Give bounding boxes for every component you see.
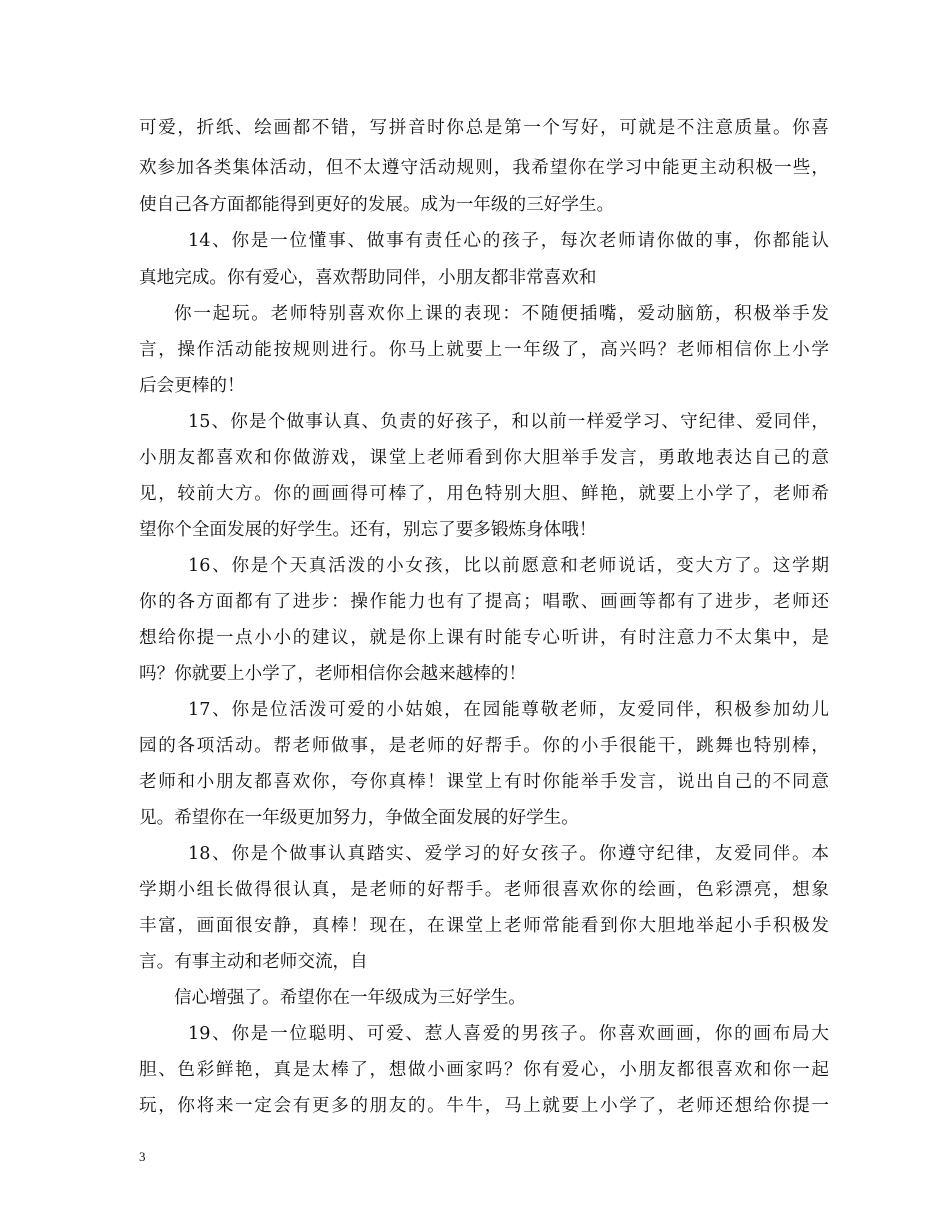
paragraph-start-line: 16、你是个天真活泼的小女孩，比以前愿意和老师说话，变大方了。这学期: [188, 556, 829, 576]
text-line: 见。希望你在一年级更加努力，争做全面发展的好学生。: [139, 808, 579, 828]
paragraph-start-line: 17、你是位活泼可爱的小姑娘，在园能尊敬老师，友爱同伴，积极参加幼儿: [188, 700, 829, 720]
page-number: 3: [139, 1149, 146, 1164]
text-line: 小朋友都喜欢和你做游戏，课堂上老师看到你大胆举手发言，勇敢地表达自己的意: [139, 448, 829, 468]
text-line: 学期小组长做得很认真，是老师的好帮手。老师很喜欢你的绘画，色彩漂亮，想象: [139, 880, 829, 900]
text-line: 想给你提一点小小的建议，就是你上课有时能专心听讲，有时注意力不太集中，是: [139, 628, 829, 648]
text-line: 言。有事主动和老师交流，自: [139, 952, 368, 972]
text-line: 使自己各方面都能得到更好的发展。成为一年级的三好学生。: [139, 195, 615, 215]
text-line: 望你个全面发展的好学生。还有，别忘了要多锻炼身体哦！: [139, 520, 597, 540]
paragraph-start-line: 19、你是一位聪明、可爱、惹人喜爱的男孩子。你喜欢画画，你的画布局大: [188, 1024, 829, 1044]
text-line: 园的各项活动。帮老师做事，是老师的好帮手。你的小手很能干，跳舞也特别棒，: [139, 736, 829, 756]
paragraph-start-line: 14、你是一位懂事、做事有责任心的孩子，每次老师请你做的事，你都能认: [188, 231, 829, 251]
text-line: 信心增强了。希望你在一年级成为三好学生。: [174, 988, 526, 1008]
text-line: 可爱，折纸、绘画都不错，写拼音时你总是第一个写好，可就是不注意质量。你喜: [139, 118, 829, 138]
text-line: 吗？你就要上小学了，老师相信你会越来越棒的！: [139, 664, 527, 684]
paragraph-start-line: 18、你是个做事认真踏实、爱学习的好女孩子。你遵守纪律，友爱同伴。本: [188, 844, 829, 864]
paragraph-start-line: 15、你是个做事认真、负责的好孩子，和以前一样爱学习、守纪律、爱同伴，: [188, 412, 829, 432]
text-line: 欢参加各类集体活动，但不太遵守活动规则，我希望你在学习中能更主动积极一些，: [139, 158, 829, 178]
text-line: 玩，你将来一定会有更多的朋友的。牛牛，马上就要上小学了，老师还想给你提一: [139, 1096, 829, 1116]
text-line: 你一起玩。老师特别喜欢你上课的表现：不随便插嘴，爱动脑筋，积极举手发: [174, 304, 829, 324]
text-line: 胆、色彩鲜艳，真是太棒了，想做小画家吗？你有爱心，小朋友都很喜欢和你一起: [139, 1060, 829, 1080]
text-line: 丰富，画面很安静，真棒！现在，在课堂上老师常能看到你大胆地举起小手积极发: [139, 916, 829, 936]
text-line: 见，较前大方。你的画画得可棒了，用色特别大胆、鲜艳，就要上小学了，老师希: [139, 484, 829, 504]
text-line: 言，操作活动能按规则进行。你马上就要上一年级了，高兴吗？老师相信你上小学: [139, 340, 829, 360]
text-line: 后会更棒的！: [139, 376, 245, 396]
text-line: 老师和小朋友都喜欢你，夸你真棒！课堂上有时你能举手发言，说出自己的不同意: [139, 772, 829, 792]
text-line: 你的各方面都有了进步：操作能力也有了提高；唱歌、画画等都有了进步，老师还: [139, 592, 829, 612]
text-line: 真地完成。你有爱心，喜欢帮助同伴，小朋友都非常喜欢和: [139, 268, 597, 288]
